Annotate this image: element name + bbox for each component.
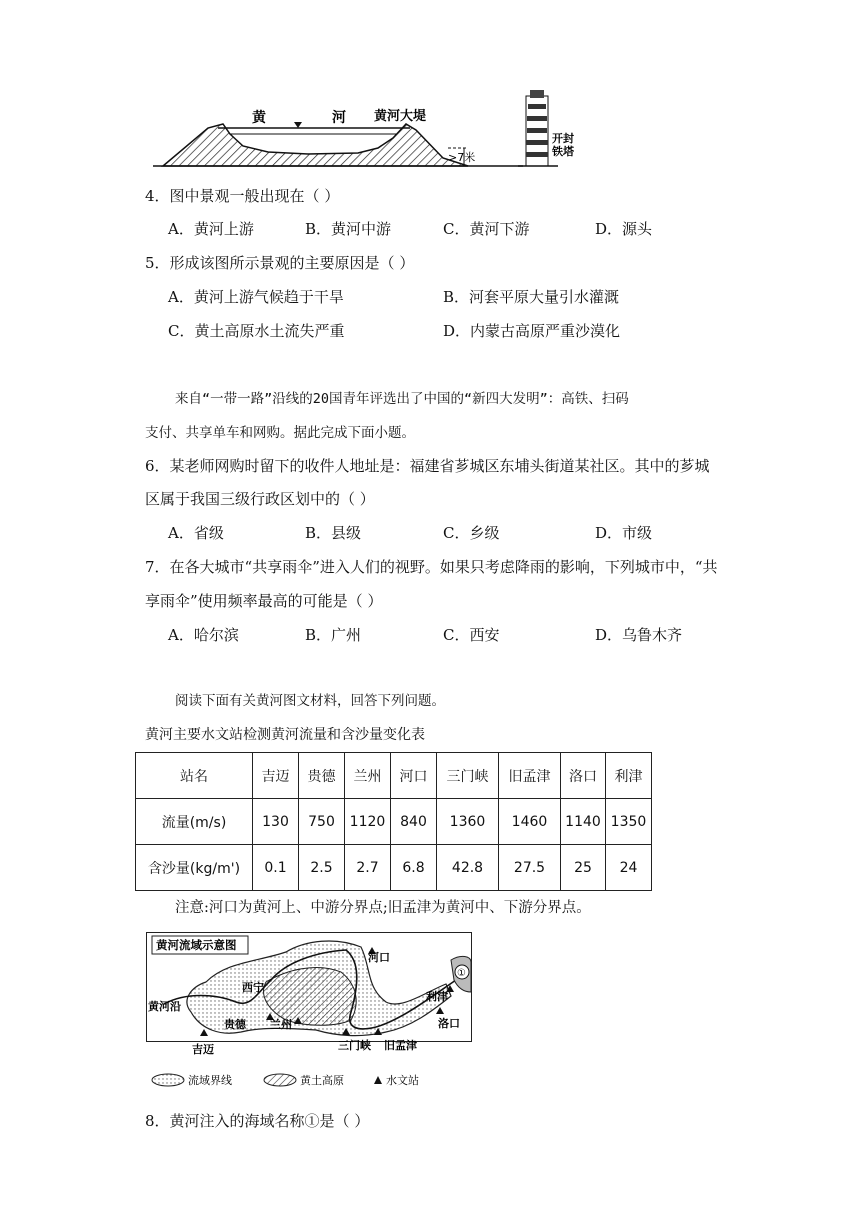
header-cell: 利津 xyxy=(606,753,652,799)
table-row-flow xyxy=(136,799,652,845)
q4-option-b[interactable]: B．黄河中游 xyxy=(305,220,392,238)
label-tower: 开封铁塔 xyxy=(552,132,574,158)
place-guide: 贵德 xyxy=(224,1018,246,1031)
table-cell: 6.8 xyxy=(391,845,437,891)
q7-stem-line2: 享雨伞”使用频率最高的可能是（ ） xyxy=(145,592,383,610)
q7-option-b[interactable]: B．广州 xyxy=(305,626,362,644)
table-cell: 24 xyxy=(606,845,652,891)
q6-stem-line2: 区属于我国三级行政区划中的（ ） xyxy=(145,490,375,508)
q5-option-d[interactable]: D．内蒙古高原严重沙漠化 xyxy=(443,322,621,340)
q6-option-d[interactable]: D．市级 xyxy=(595,524,653,542)
table-cell: 1120 xyxy=(345,799,391,845)
intro-yellow-river: 阅读下面有关黄河图文材料，回答下列问题。 xyxy=(175,693,445,709)
legend-boundary: 流域界线 xyxy=(188,1074,232,1087)
q8-stem: 8．黄河注入的海域名称①是（ ） xyxy=(145,1112,370,1130)
sea-marker: ① xyxy=(457,968,466,979)
header-cell: 三门峡 xyxy=(437,753,499,799)
place-xining: 西宁 xyxy=(242,981,264,994)
label-dike: 黄河大堤 xyxy=(374,109,427,124)
q5-option-c[interactable]: C．黄土高原水土流失严重 xyxy=(168,322,345,340)
table-cell: 0.1 xyxy=(253,845,299,891)
header-cell: 站名 xyxy=(136,753,253,799)
table-cell: 1360 xyxy=(437,799,499,845)
label-huang: 黄 xyxy=(252,110,266,126)
table-cell: 含沙量(kg/m') xyxy=(136,845,253,891)
table-cell: 25 xyxy=(561,845,606,891)
q5-option-b[interactable]: B．河套平原大量引水灌溉 xyxy=(443,288,620,306)
yellow-river-basin-map xyxy=(146,932,472,1068)
q7-option-c[interactable]: C．西安 xyxy=(443,626,500,644)
place-lijin: 利津 xyxy=(426,990,448,1003)
intro-new-inventions-line2: 支付、共享单车和网购。据此完成下面小题。 xyxy=(145,425,415,441)
q4-stem: 4．图中景观一般出现在（ ） xyxy=(145,187,340,205)
table-header-row xyxy=(136,753,652,799)
q6-option-b[interactable]: B．县级 xyxy=(305,524,362,542)
place-hekou: 河口 xyxy=(368,951,390,964)
q6-stem-line1: 6．某老师网购时留下的收件人地址是：福建省芗城区东埔头街道某社区。其中的芗城 xyxy=(145,457,710,475)
label-height: >7米 xyxy=(448,151,476,164)
header-cell: 吉迈 xyxy=(253,753,299,799)
table-cell: 1460 xyxy=(499,799,561,845)
table-note: 注意:河口为黄河上、中游分界点;旧孟津为黄河中、下游分界点。 xyxy=(175,900,591,916)
map-title: 黄河流域示意图 xyxy=(156,938,237,952)
hydrology-table xyxy=(135,752,652,891)
table-title: 黄河主要水文站检测黄河流量和含沙量变化表 xyxy=(145,727,425,743)
table-row-sediment xyxy=(136,845,652,891)
header-cell: 河口 xyxy=(391,753,437,799)
table-cell: 1350 xyxy=(606,799,652,845)
table-cell: 2.5 xyxy=(299,845,345,891)
place-jimai: 吉迈 xyxy=(192,1043,214,1056)
table-cell: 1140 xyxy=(561,799,606,845)
header-cell: 贵德 xyxy=(299,753,345,799)
table-cell: 2.7 xyxy=(345,845,391,891)
header-cell: 洛口 xyxy=(561,753,606,799)
place-huangheyan: 黄河沿 xyxy=(148,1000,181,1013)
table-cell: 27.5 xyxy=(499,845,561,891)
table-cell: 750 xyxy=(299,799,345,845)
q6-option-c[interactable]: C．乡级 xyxy=(443,524,500,542)
q5-option-a[interactable]: A．黄河上游气候趋于干旱 xyxy=(168,288,344,306)
header-cell: 兰州 xyxy=(345,753,391,799)
table-cell: 42.8 xyxy=(437,845,499,891)
place-jiumengjin: 旧孟津 xyxy=(384,1039,417,1052)
q4-option-a[interactable]: A．黄河上游 xyxy=(168,220,254,238)
levee-cross-section-figure xyxy=(148,86,588,176)
header-cell: 旧孟津 xyxy=(499,753,561,799)
place-sanmenxia: 三门峡 xyxy=(338,1039,371,1052)
station-icon xyxy=(374,1076,382,1084)
q4-option-c[interactable]: C．黄河下游 xyxy=(443,220,530,238)
table-cell: 840 xyxy=(391,799,437,845)
table-cell: 130 xyxy=(253,799,299,845)
legend-station: 水文站 xyxy=(386,1074,419,1087)
q7-stem-line1: 7．在各大城市“共享雨伞”进入人们的视野。如果只考虑降雨的影响，下列城市中，“共 xyxy=(145,558,718,576)
label-he: 河 xyxy=(332,110,346,126)
q7-option-a[interactable]: A．哈尔滨 xyxy=(168,626,239,644)
map-legend xyxy=(146,1070,476,1090)
table-cell: 流量(m/s) xyxy=(136,799,253,845)
intro-new-inventions-line1: 来自“一带一路”沿线的20国青年评选出了中国的“新四大发明”：高铁、扫码 xyxy=(175,391,629,407)
q4-option-d[interactable]: D．源头 xyxy=(595,220,653,238)
q7-option-d[interactable]: D．乌鲁木齐 xyxy=(595,626,683,644)
q5-stem: 5．形成该图所示景观的主要原因是（ ） xyxy=(145,254,415,272)
legend-loess: 黄土高原 xyxy=(300,1074,344,1087)
place-luokou: 洛口 xyxy=(438,1017,460,1030)
place-lanzhou: 兰州 xyxy=(270,1018,292,1031)
q6-option-a[interactable]: A．省级 xyxy=(168,524,224,542)
